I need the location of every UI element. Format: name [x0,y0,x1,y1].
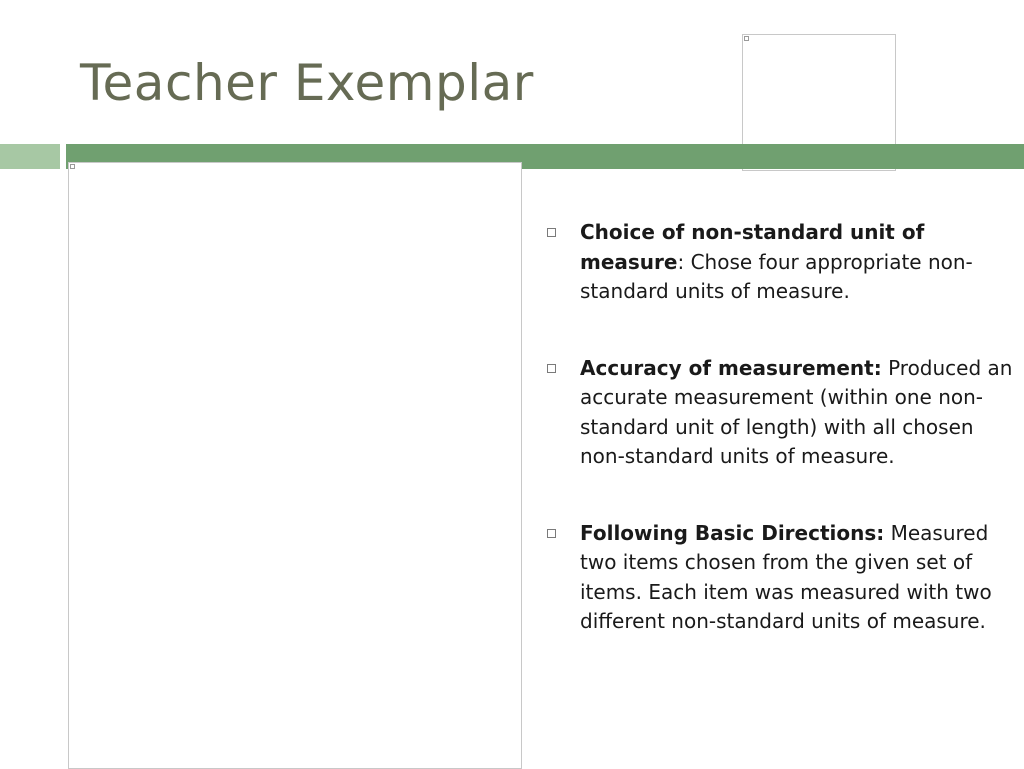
bullet-item [546,354,1016,472]
bullet-list [546,218,1016,684]
broken-image-icon [744,36,749,41]
square-bullet-icon [547,364,556,373]
bullet-heading: Choice of non-standard unit of measure [580,220,925,274]
broken-image-icon [70,164,75,169]
accent-bar-light [0,144,60,169]
bullet-item [546,519,1016,637]
slide-title: Teacher Exemplar [80,54,534,112]
bullet-heading: Accuracy of measurement: [580,355,882,380]
square-bullet-icon [547,228,556,237]
square-bullet-icon [547,529,556,538]
bullet-item [546,218,1016,307]
left-image-placeholder [68,162,522,769]
bullet-body: : Chose four appropriate non-standard units of measure. [580,249,973,303]
bullet-body: Produced an accurate measurement (within one non-standard unit of length) with all chosen non-standard units of measure. [580,355,1013,468]
bullet-body: Measured two items chosen from the given set of items. Each item was measured with two different non-standard units of measure. [580,520,992,633]
bullet-heading: Following Basic Directions: [580,520,885,545]
